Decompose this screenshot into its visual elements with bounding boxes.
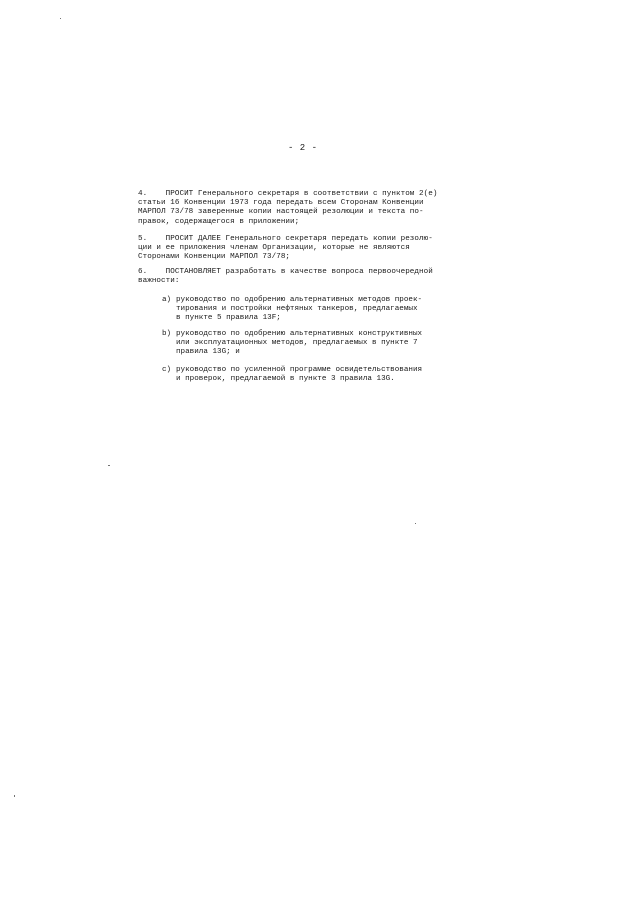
- paragraph-line: 5. ПРОСИТ ДАЛЕЕ Генерального секретаря передать копии резолю-: [138, 235, 433, 243]
- scan-speck: [14, 795, 15, 797]
- paragraph-line: правок, содержащегося в приложении;: [138, 217, 300, 226]
- list-item-line: и проверок, предлагаемой в пункте 3 правила 13G.: [176, 375, 395, 384]
- list-item-line: руководство по усиленной программе освидетельствования: [176, 366, 423, 374]
- scan-speck: [60, 18, 61, 19]
- list-item-line: руководство по одобрению альтернативных конструктивных: [176, 330, 423, 338]
- paragraph-line: 6. ПОСТАНОВЛЯЕТ разработать в качестве вопроса первоочередной: [138, 268, 433, 276]
- list-item-body: [176, 296, 422, 324]
- paragraph-line: ции и ее приложения членам Организации, которые не являются: [138, 244, 410, 253]
- list-item-line: или эксплуатационных методов, предлагаемых в пункте 7: [176, 339, 418, 348]
- list-item-marker: c): [162, 366, 172, 374]
- list-item-body: [176, 330, 422, 358]
- list-item-marker: b): [162, 330, 172, 338]
- list-item-marker: a): [162, 296, 172, 304]
- list-item-body: [176, 366, 422, 384]
- list-item-line: тирования и постройки нефтяных танкеров, предлагаемых: [176, 305, 418, 314]
- list-item-line: в пункте 5 правила 13F;: [176, 314, 281, 323]
- scan-speck: [415, 523, 416, 524]
- paragraph-6: [138, 268, 488, 286]
- paragraph-line: важности:: [138, 277, 180, 286]
- paragraph-line: 4. ПРОСИТ Генерального секретаря в соответствии с пунктом 2(е): [138, 190, 438, 198]
- list-item-line: руководство по одобрению альтернативных методов проек-: [176, 296, 423, 304]
- scan-speck: [108, 465, 110, 466]
- list-item-line: правила 13G; и: [176, 348, 240, 357]
- paragraph-line: МАРПОЛ 73/78 заверенные копии настоящей резолюции и текста по-: [138, 208, 424, 217]
- page-number: - 2 -: [288, 143, 318, 153]
- paragraph-4: [138, 190, 488, 227]
- paragraph-line: статьи 16 Конвенции 1973 года передать всем Сторонам Конвенции: [138, 199, 424, 208]
- paragraph-line: Сторонами Конвенции МАРПОЛ 73/78;: [138, 253, 291, 262]
- paragraph-5: [138, 235, 488, 263]
